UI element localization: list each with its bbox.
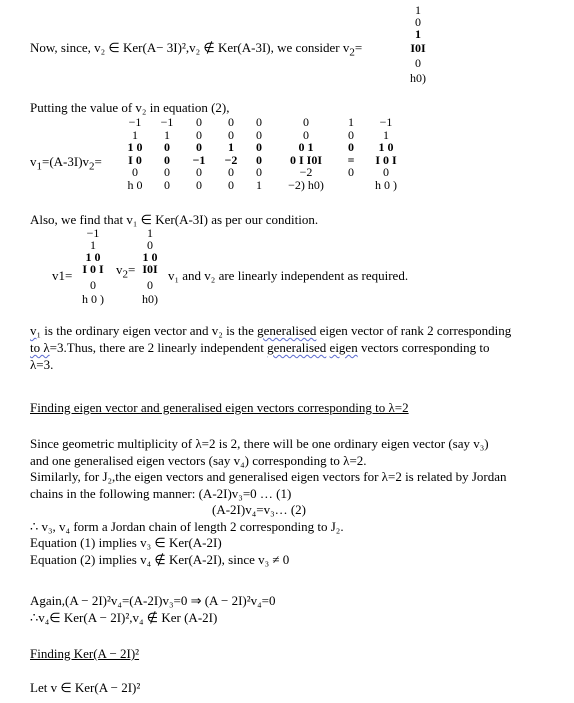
text-line-1 <box>30 40 362 59</box>
matrix-cell: 0 <box>303 127 309 142</box>
p3-line1: Again,(A − 2I)²v₄=(A-2I)v₃=0 ⇒ (A − 2I)²v₄=0 <box>30 593 276 608</box>
p3-line2: ∴v₄∈ Ker(A − 2I)²,v₄ ∉ Ker (A-2I) <box>30 610 218 625</box>
matrix-cell: 0 <box>383 165 389 179</box>
vector-entry: 0 <box>90 278 96 292</box>
paragraph-1 <box>30 322 511 373</box>
matrix-cell: 1 <box>228 140 234 154</box>
matrix-row <box>118 154 410 167</box>
matrix-cell: 0 <box>196 127 202 142</box>
vector-entry: I0I <box>410 41 426 55</box>
p2-line8: Equation (2) implies v₄ ∉ Ker(A-2I), since v₃ ≠ 0 <box>30 551 290 567</box>
matrix-cell: 0 <box>164 177 170 192</box>
v2-vector <box>130 227 170 305</box>
matrix-cell: h 0 ) <box>375 177 397 192</box>
matrix-cell: 0 <box>256 165 262 179</box>
vector-entry: 1 <box>415 27 421 41</box>
line1-eq: = <box>354 40 363 55</box>
matrix-cell: 1 <box>348 115 354 129</box>
matrix-cell: I 0 <box>128 152 142 167</box>
last-line: Let v ∈ Ker(A − 2I)² <box>30 680 141 695</box>
p2-line3: Similarly, for J₂,the eigen vectors and generalised eigen vectors for λ=2 is related by Jordan <box>30 469 507 484</box>
vector-entry: 0 <box>415 56 421 70</box>
lhs-eq: = <box>94 154 102 169</box>
matrix-cell: −2) h0) <box>288 177 324 192</box>
matrix-row <box>118 179 410 192</box>
vector-entry: 1 <box>90 238 96 252</box>
matrix-cell: 0 <box>228 115 234 129</box>
p2-line7: Equation (1) implies v₃ ∈ Ker(A-2I) <box>30 535 222 550</box>
p1-c: generalised <box>257 323 317 338</box>
p2-line1: Since geometric multiplicity of λ=2 is 2, there will be one ordinary eigen vector (say v₃) <box>30 436 489 451</box>
matrix-cell: 0 <box>228 127 234 142</box>
matrix-cell: 0 <box>256 127 262 142</box>
vector-entry: h0) <box>142 292 158 306</box>
line1-text: Now, since, v₂ ∈ Ker(A− 3I)²,v₂ ∉ Ker(A-3I), we consider v <box>30 40 350 55</box>
matrix-cell: 0 <box>303 115 309 129</box>
matrix-table <box>118 116 410 191</box>
p1-j: vectors corresponding to <box>357 340 490 355</box>
text-line-2: Putting the value of v₂ in equation (2), <box>30 100 230 115</box>
p1-f: =3.Thus, there are 2 linearly independent <box>49 340 268 355</box>
v2-label-text: v <box>116 262 123 277</box>
vector-entry: I0I <box>142 262 158 276</box>
paragraph-2 <box>30 436 507 568</box>
p1-d: eigen vector of rank 2 corresponding <box>316 323 512 338</box>
matrix-cell: 0 <box>132 165 138 179</box>
matrix-cell: 0 <box>164 152 170 167</box>
matrix-cell: 1 0 <box>378 140 394 154</box>
v1-vector <box>70 227 116 305</box>
matrix-cell: 0 <box>256 115 262 129</box>
text-line-3: Also, we find that v₁ ∈ Ker(A-3I) as per our condition. <box>30 212 319 227</box>
matrix-cell: 0 <box>348 127 354 142</box>
top-right-vector <box>398 4 438 84</box>
vector-entry: −1 <box>86 226 100 240</box>
matrix-cell: 0 <box>348 165 354 179</box>
matrix-cell: I 0 I <box>375 152 397 167</box>
matrix-cell: 1 <box>132 127 138 142</box>
vector-entry: h 0 ) <box>82 292 104 306</box>
matrix-cell: −2 <box>224 152 238 167</box>
vector-entry: 1 <box>147 226 153 240</box>
vector-entry: I 0 I <box>82 262 104 276</box>
matrix-cell: 0 <box>196 177 202 192</box>
matrix-cell: 0 <box>164 140 170 154</box>
matrix-cell: 0 I I0I <box>289 152 322 167</box>
matrix-cell: 0 <box>256 140 262 154</box>
matrix-cell: −1 <box>160 115 174 129</box>
matrix-cell: 0 <box>256 152 262 167</box>
vector-entry: 0 <box>415 15 421 29</box>
matrix-row <box>118 129 410 142</box>
matrix-row <box>118 166 410 179</box>
p1-g: generalised <box>267 340 327 355</box>
matrix-cell: 0 <box>228 165 234 179</box>
matrix-row <box>118 116 410 129</box>
p1-k: λ=3. <box>30 357 54 372</box>
lhs-rest: =(A-3I)v <box>42 154 90 169</box>
matrix-cell: −1 <box>379 115 393 129</box>
matrix-cell: 0 <box>348 140 354 154</box>
vector-entry: 1 0 <box>85 250 101 264</box>
matrix-cell: h 0 <box>127 177 143 192</box>
vector-entry: 0 <box>147 238 153 252</box>
matrix-cell: −1 <box>128 115 142 129</box>
p2-line2: and one generalised eigen vectors (say v₄) corresponding to λ=2. <box>30 452 367 468</box>
matrix-cell: 1 <box>164 127 170 142</box>
matrix-cell: 1 0 <box>127 140 143 154</box>
matrix-cell: −2 <box>299 165 313 179</box>
matrix-row <box>118 141 410 154</box>
matrix-cell <box>340 179 362 192</box>
vector-entry: h0) <box>410 71 426 85</box>
p2-line6: ∴ v₃, v₄ form a Jordan chain of length 2 corresponding to J₂. <box>30 518 344 534</box>
independence-text: v₁ and v₂ are linearly independent as required. <box>168 268 409 283</box>
matrix-cell: 1 <box>256 177 262 192</box>
matrix-cell: 0 <box>228 177 234 192</box>
v2-label: $v_2=$ <box>116 262 136 281</box>
matrix-cell: −1 <box>192 152 206 167</box>
matrix-cell: 0 <box>196 140 202 154</box>
vector-entry: 1 0 <box>142 250 158 264</box>
p2-line5: (A-2I)v₄=v₃… (2) <box>212 502 307 517</box>
lhs-v: v <box>30 154 37 169</box>
p2-line4: chains in the following manner: (A-2I)v₃=0 … (1) <box>30 485 292 501</box>
matrix-cell: 0 <box>196 115 202 129</box>
heading-1: Finding eigen vector and generalised eigen vectors corresponding to λ=2 <box>30 400 409 415</box>
matrix-cell: 1 <box>383 127 389 142</box>
paragraph-3 <box>30 592 275 626</box>
vector-entry: 0 <box>147 278 153 292</box>
p1-a: v₁ <box>30 323 42 338</box>
p1-i: eigen <box>329 340 358 355</box>
matrix-cell: 0 1 <box>298 140 314 154</box>
p1-e: to λ <box>30 340 50 355</box>
heading-2: Finding Ker(A − 2I)² <box>30 646 140 661</box>
matrix-cell: 0 <box>164 165 170 179</box>
matrix-cell: 0 <box>196 165 202 179</box>
p1-b: is the ordinary eigen vector and v₂ is the <box>41 323 258 338</box>
v1-label: v1= <box>52 268 73 283</box>
matrix-lhs: $v_1=(A-3I)v_2=$ <box>30 154 102 173</box>
matrix-cell: = <box>347 152 355 167</box>
vector-entry: 1 <box>415 3 421 17</box>
line1-sub: 2 <box>349 46 355 59</box>
